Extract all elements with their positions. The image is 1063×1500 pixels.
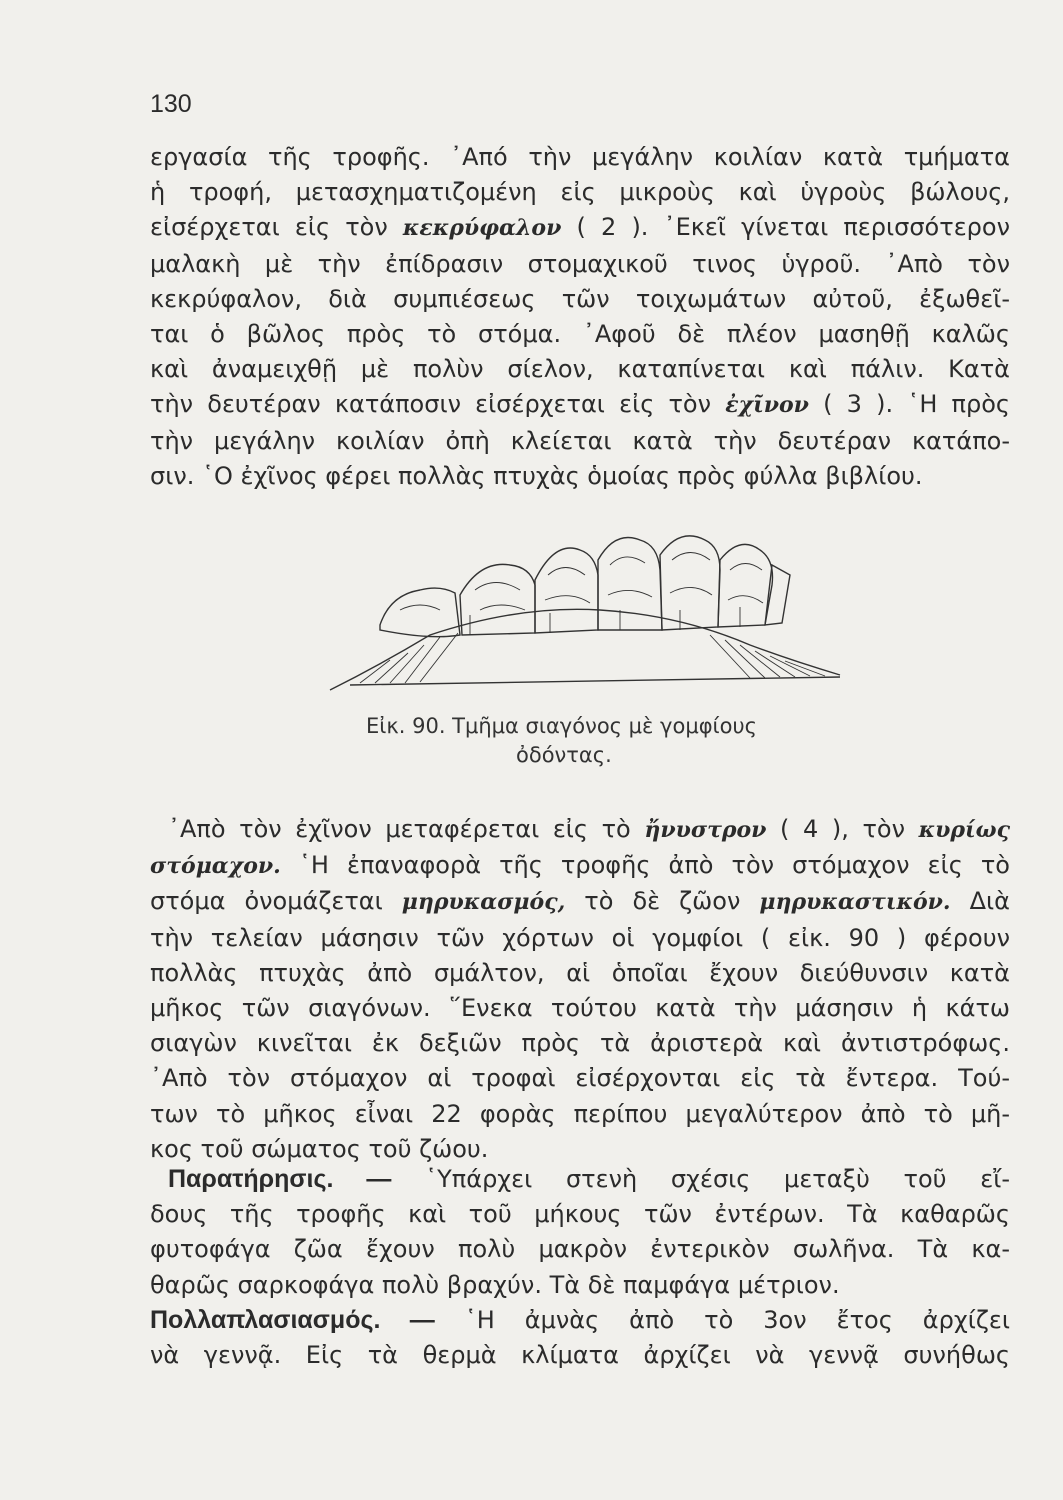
paragraph-1 bbox=[150, 140, 1010, 494]
jaw-molars-figure bbox=[320, 515, 850, 715]
text-span: ᾽Απὸ τὸν ἐχῖνον μεταφέρεται εἰς τὸ bbox=[168, 815, 631, 843]
text-span: τὸ δὲ ζῶον bbox=[584, 887, 741, 916]
heading-paratirisis: Παρατήρησις. — bbox=[168, 1165, 392, 1193]
text-span: στόμα ὀνομάζεται bbox=[150, 887, 383, 916]
text-line: ἡ τροφή, μετασχηματιζομένη εἰς μικροὺς καὶ ὑγροὺς βώλους, bbox=[150, 178, 1010, 207]
text-line: κος τοῦ σώματος τοῦ ζώου. bbox=[150, 1134, 489, 1163]
paragraph-3 bbox=[150, 1162, 1010, 1303]
text-line bbox=[150, 848, 1010, 884]
text-span: ῾Υπάρχει στενὴ σχέσις μεταξὺ τοῦ εἴ- bbox=[425, 1165, 1010, 1193]
text-span: ( 4 ), τὸν bbox=[780, 815, 905, 843]
text-line: νὰ γεννᾷ. Εἰς τὰ θερμὰ κλίματα ἀρχίζει νὰ γεννᾷ συνήθως bbox=[150, 1341, 1010, 1370]
term-kyrios: κυρίως bbox=[918, 817, 1010, 843]
text-line: τὴν μεγάλην κοιλίαν ὀπὴ κλείεται κατὰ τὴν δευτέραν κατάπο- bbox=[150, 426, 1010, 455]
text-line: μῆκος τῶν σιαγόνων. ῞Ενεκα τούτου κατὰ τὴν μάσησιν ἡ κάτω bbox=[150, 994, 1010, 1023]
caption-line-2: ὀδόντας. bbox=[516, 743, 612, 767]
text-span: ( 2 ). ᾽Εκεῖ γίνεται περισσότερον bbox=[576, 213, 1010, 242]
text-line: φυτοφάγα ζῶα ἔχουν πολὺ μακρὸν ἐντερικὸν σωλῆνα. Τὰ κα- bbox=[150, 1235, 1010, 1264]
text-span: τὴν δευτέραν κατάποσιν εἰσέρχεται εἰς τὸν bbox=[150, 390, 712, 419]
text-line bbox=[150, 884, 1010, 920]
term-enystron: ἤνυστρον bbox=[644, 817, 767, 843]
text-line: τὴν τελείαν μάσησιν τῶν χόρτων οἱ γομφίοι ( εἰκ. 90 ) φέρουν bbox=[150, 923, 1010, 952]
text-span: ῾Η ἀμνὰς ἀπὸ τὸ 3ον ἔτος ἀρχίζει bbox=[464, 1306, 1010, 1334]
text-line: θαρῶς σαρκοφάγα πολὺ βραχύν. Τὰ δὲ παμφάγα μέτριον. bbox=[150, 1270, 840, 1299]
text-line bbox=[150, 387, 1010, 423]
term-echinon: ἐχῖνον bbox=[725, 392, 809, 419]
heading-pollaplasiasmos: Πολλαπλασιασμός. — bbox=[150, 1306, 435, 1334]
text-span: ( 3 ). ῾Η πρὸς bbox=[823, 390, 1011, 419]
text-line bbox=[150, 1303, 1010, 1338]
text-line: πολλὰς πτυχὰς ἀπὸ σμάλτον, αἱ ὁποῖαι ἔχουν διεύθυνσιν κατὰ bbox=[150, 958, 1010, 987]
text-span: Διὰ bbox=[969, 887, 1010, 916]
text-line: σιαγὼν κινεῖται ἐκ δεξιῶν πρὸς τὰ ἀριστερὰ καὶ ἀντιστρόφως. bbox=[150, 1029, 1010, 1058]
text-line: κεκρύφαλον, διὰ συμπιέσεως τῶν τοιχωμάτων αὐτοῦ, ἐξωθεῖ- bbox=[150, 284, 1010, 313]
jaw-molars-illustration bbox=[320, 515, 850, 715]
text-line: ᾽Απὸ τὸν στόμαχον αἱ τροφαὶ εἰσέρχονται εἰς τὰ ἔντερα. Τού- bbox=[150, 1064, 1010, 1093]
term-kekryfalon: κεκρύφαλον bbox=[402, 215, 562, 242]
text-line: καὶ ἀναμειχθῇ μὲ πολὺν σίελον, καταπίνεται καὶ πάλιν. Κατὰ bbox=[150, 355, 1010, 384]
text-span: εἰσέρχεται εἰς τὸν bbox=[150, 213, 388, 242]
caption-line-1: Εἰκ. 90. Τμῆμα σιαγόνος μὲ γομφίους bbox=[366, 714, 757, 738]
page-number: 130 bbox=[150, 90, 192, 118]
text-line: σιν. ῾Ο ἐχῖνος φέρει πολλὰς πτυχὰς ὁμοίας πρὸς φύλλα βιβλίου. bbox=[150, 461, 923, 490]
text-line bbox=[150, 1162, 1010, 1197]
text-line bbox=[150, 210, 1010, 246]
text-line: μαλακὴ μὲ τὴν ἐπίδρασιν στομαχικοῦ τινος ὑγροῦ. ᾽Απὸ τὸν bbox=[150, 249, 1010, 278]
term-mirykasmos: μηρυκασμός, bbox=[401, 889, 566, 916]
text-span: ῾Η ἐπαναφορὰ τῆς τροφῆς ἀπὸ τὸν στόμαχον εἰς τὸ bbox=[298, 851, 1010, 880]
text-line: των τὸ μῆκος εἶναι 22 φορὰς περίπου μεγαλύτερον ἀπὸ τὸ μῆ- bbox=[150, 1099, 1010, 1128]
text-line: δους τῆς τροφῆς καὶ τοῦ μήκους τῶν ἐντέρων. Τὰ καθαρῶς bbox=[150, 1200, 1010, 1229]
text-line bbox=[150, 812, 1010, 848]
paragraph-2 bbox=[150, 812, 1010, 1167]
term-mirykastikon: μηρυκαστικόν. bbox=[759, 889, 951, 916]
figure-caption bbox=[366, 712, 846, 770]
paragraph-4 bbox=[150, 1303, 1010, 1373]
term-stomachon: στόμαχον. bbox=[150, 853, 281, 880]
text-line: ται ὁ βῶλος πρὸς τὸ στόμα. ᾽Αφοῦ δὲ πλέον μασηθῇ καλῶς bbox=[150, 320, 1010, 349]
text-line: εργασία τῆς τροφῆς. ᾽Από τὴν μεγάλην κοιλίαν κατὰ τμήματα bbox=[150, 143, 1010, 171]
